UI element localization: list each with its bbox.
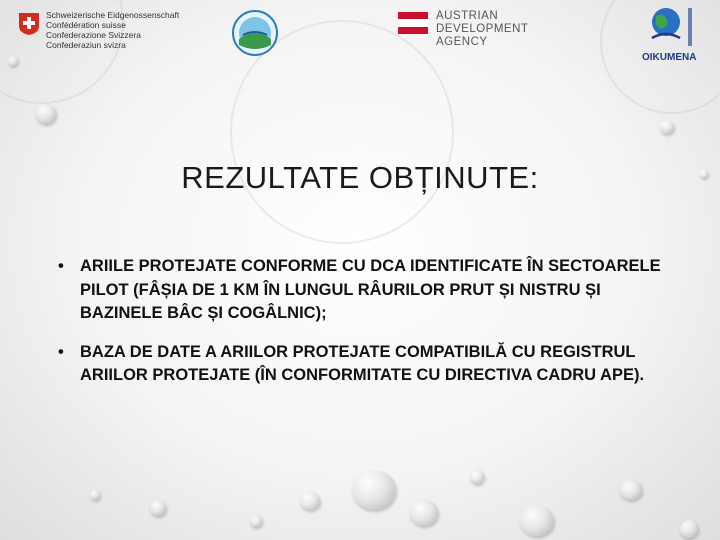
bullet-icon: • (58, 257, 64, 275)
bullet-list (58, 255, 678, 403)
bullet-icon: • (58, 342, 64, 361)
moldova-emblem-icon (231, 9, 279, 57)
list-item (58, 255, 678, 326)
oikumena-logo (640, 2, 718, 72)
bullet-text: BAZA DE DATE A ARIILOR PROTEJATE COMPATIBILĂ CU REGISTRUL ARIILOR PROTEJATE (ÎN CONFORMITATE CU DIRECTIVA CADRU APE). (80, 342, 645, 384)
list-item (58, 341, 678, 388)
ada-logo-text: AUSTRIAN DEVELOPMENT AGENCY (436, 10, 529, 48)
austria-flag-icon (398, 12, 428, 34)
swiss-flag-icon (18, 12, 40, 36)
swiss-confederation-logo (18, 10, 178, 52)
logo-bar (0, 0, 720, 75)
swiss-logo-text: Schweizerische Eidgenossenschaft Confédération suisse Confederazione Svizzera Confederaziun svizra (46, 10, 180, 50)
slide-title: REZULTATE OBȚINUTE: (181, 160, 539, 195)
bullet-text: ARIILE PROTEJATE CONFORME CU DCA IDENTIFICATE ÎN SECTOARELE PILOT (FÂȘIA DE 1 KM ÎN LUNGUL RÂURILOR PRUT ȘI NISTRU ȘI BAZINELE BÂC ȘI COGÂLNIC); (80, 257, 661, 322)
austrian-development-agency-logo (398, 10, 528, 58)
globe-icon (640, 2, 718, 52)
oikumena-label: OIKUMENA (642, 52, 697, 63)
